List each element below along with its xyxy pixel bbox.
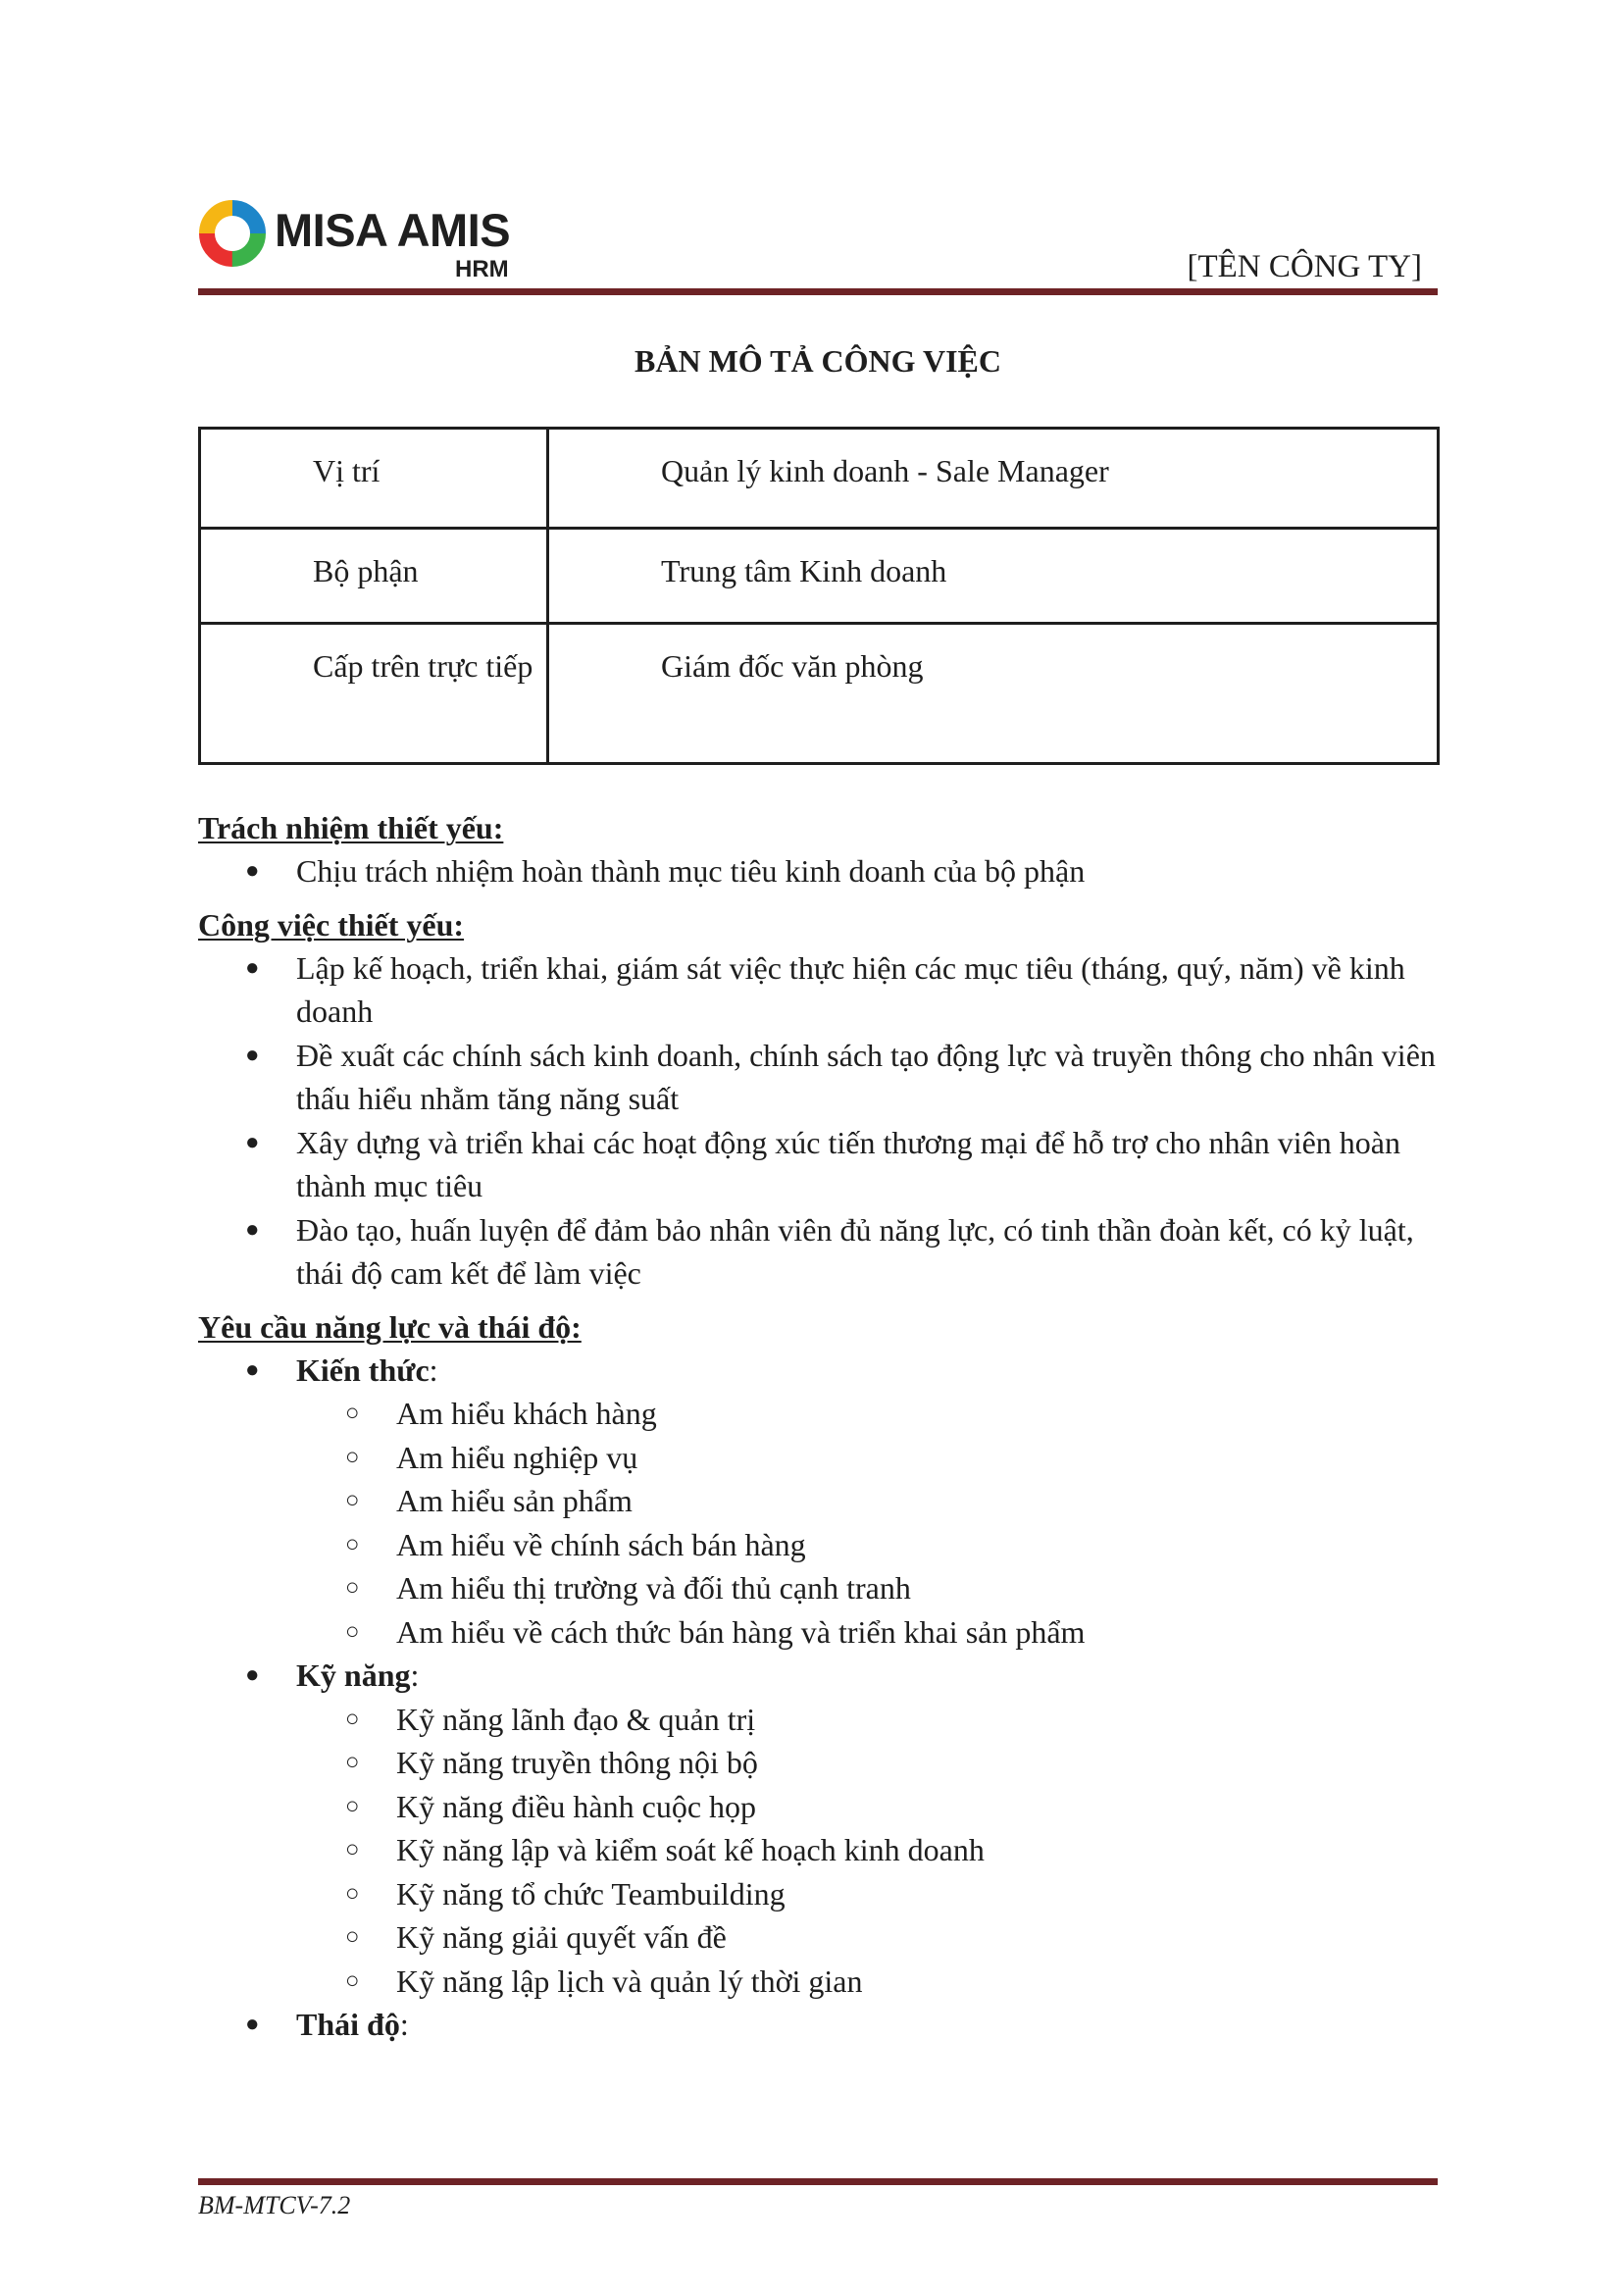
requirements-list xyxy=(198,1349,1438,2047)
list-item: ○ Kỹ năng lập lịch và quản lý thời gian xyxy=(198,1960,1438,2004)
list-item: ● Lập kế hoạch, triển khai, giám sát việc thực hiện các mục tiêu (tháng, quý, năm) về kinh doanh xyxy=(198,946,1438,1034)
list-item: ○ Am hiểu về chính sách bán hàng xyxy=(198,1523,1438,1567)
group-label: Kiến thức xyxy=(296,1351,430,1388)
logo xyxy=(198,199,532,285)
skills-list xyxy=(296,1698,1438,2004)
tasks-list xyxy=(198,946,1438,1296)
list-item: ○ Kỹ năng giải quyết vấn đề xyxy=(198,1915,1438,1960)
list-item: ○ Am hiểu về cách thức bán hàng và triển khai sản phẩm xyxy=(198,1610,1438,1655)
row-value: Quản lý kinh doanh - Sale Manager xyxy=(548,429,1439,529)
list-item: ● Xây dựng và triển khai các hoạt động xúc tiến thương mại để hỗ trợ cho nhân viên hoàn thành mục tiêu xyxy=(198,1121,1438,1208)
company-name: [TÊN CÔNG TY] xyxy=(1187,249,1422,284)
form-code: BM-MTCV-7.2 xyxy=(198,2191,351,2219)
responsibilities-list xyxy=(198,849,1438,893)
logo-subtext: HRM xyxy=(455,256,509,282)
group-label: Thái độ xyxy=(296,2007,400,2042)
list-item: ○ Kỹ năng điều hành cuộc họp xyxy=(198,1785,1438,1829)
list-item: ○ Am hiểu sản phẩm xyxy=(198,1479,1438,1523)
list-item: ○ Kỹ năng truyền thông nội bộ xyxy=(198,1741,1438,1785)
list-item: ● Đề xuất các chính sách kinh doanh, chính sách tạo động lực và truyền thông cho nhân viên thấu hiểu nhằm tăng năng suất xyxy=(198,1034,1438,1121)
list-item: ● Chịu trách nhiệm hoàn thành mục tiêu kinh doanh của bộ phận xyxy=(198,849,1438,893)
list-item: ○ Am hiểu khách hàng xyxy=(198,1392,1438,1436)
list-item: ○ Am hiểu thị trường và đối thủ cạnh tranh xyxy=(198,1566,1438,1610)
document-body xyxy=(198,806,1438,2047)
section-heading-responsibilities: Trách nhiệm thiết yếu: xyxy=(198,810,504,845)
row-value: Giám đốc văn phòng xyxy=(548,624,1439,764)
requirement-group-attitude: ● Thái độ: xyxy=(198,2003,1438,2047)
row-label: Cấp trên trực tiếp xyxy=(200,624,548,764)
header-divider xyxy=(198,288,1438,295)
job-info-table xyxy=(198,427,1440,765)
row-value: Trung tâm Kinh doanh xyxy=(548,529,1439,624)
list-item: ○ Kỹ năng tổ chức Teambuilding xyxy=(198,1872,1438,1916)
misa-logo-icon xyxy=(198,199,267,268)
section-heading-tasks: Công việc thiết yếu: xyxy=(198,906,465,943)
document-title: BẢN MÔ TẢ CÔNG VIỆC xyxy=(634,343,1001,379)
requirement-group-knowledge: ● Kiến thức: ○ Am hiểu khách hàng ○ Am hiểu nghiệp vụ ○ Am hiểu sản phẩm ○ Am hiểu về chính sách bán hàng ○ Am hiểu thị trường và đối thủ cạnh tranh ○ Am hiểu về cách thức bán hàng và triển khai sản phẩm xyxy=(198,1349,1438,1655)
list-item: ○ Kỹ năng lập và kiểm soát kế hoạch kinh doanh xyxy=(198,1828,1438,1872)
row-label: Bộ phận xyxy=(200,529,548,624)
table-row xyxy=(200,429,1439,529)
logo-text: MISA AMIS xyxy=(275,204,511,256)
footer-divider xyxy=(198,2178,1438,2185)
list-item: ○ Am hiểu nghiệp vụ xyxy=(198,1436,1438,1480)
group-label: Kỹ năng xyxy=(296,1657,411,1693)
table-row xyxy=(200,624,1439,764)
section-heading-requirements: Yêu cầu năng lực và thái độ: xyxy=(198,1308,582,1345)
row-label: Vị trí xyxy=(200,429,548,529)
table-row xyxy=(200,529,1439,624)
knowledge-list xyxy=(296,1392,1438,1654)
list-item: ● Đào tạo, huấn luyện để đảm bảo nhân viên đủ năng lực, có tinh thần đoàn kết, có kỷ luật, thái độ cam kết để làm việc xyxy=(198,1208,1438,1296)
list-item: ○ Kỹ năng lãnh đạo & quản trị xyxy=(198,1698,1438,1742)
requirement-group-skills: ● Kỹ năng: ○ Kỹ năng lãnh đạo & quản trị ○ Kỹ năng truyền thông nội bộ ○ Kỹ năng điều hành cuộc họp ○ Kỹ năng lập và kiểm soát kế hoạch kinh doanh ○ Kỹ năng tổ chức Teambuilding ○ Kỹ năng giải quyết vấn đề ○ Kỹ năng lập lịch và quản lý thời gian xyxy=(198,1654,1438,2003)
